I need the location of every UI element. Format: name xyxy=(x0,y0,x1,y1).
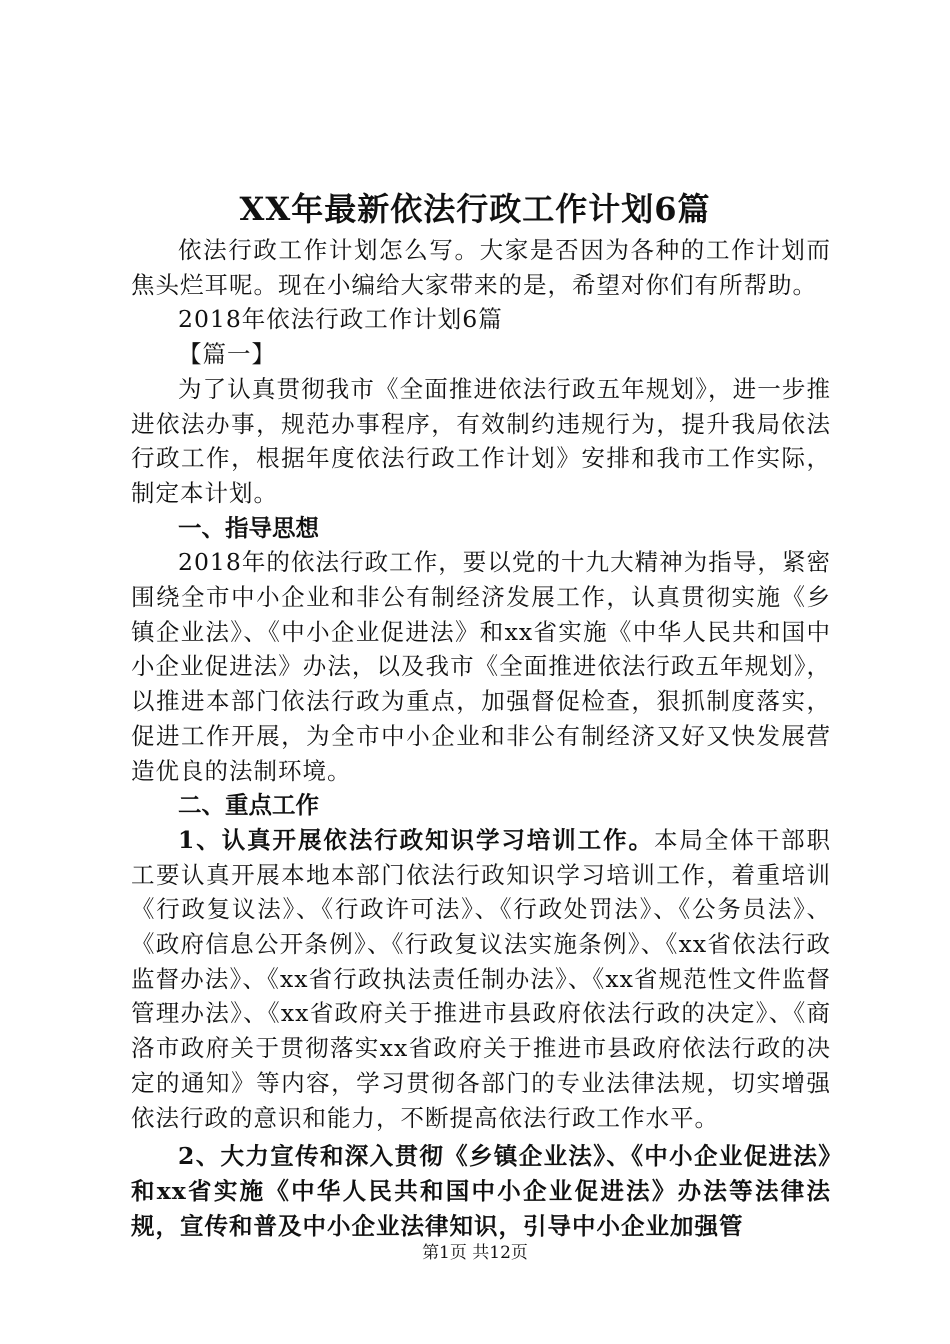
document-body xyxy=(131,233,831,1243)
intro-paragraph: 依法行政工作计划怎么写。大家是否因为各种的工作计划而焦头烂耳呢。现在小编给大家带来的是，希望对你们有所帮助。 xyxy=(131,236,831,299)
list-item-2: 2、大力宣传和深入贯彻《乡镇企业法》、《中小企业促进法》和xx省实施《中华人民共和国中小企业促进法》办法等法律法规，宣传和普及中小企业法律知识，引导中小企业加强管 xyxy=(131,1142,831,1240)
document-subtitle: 2018年依法行政工作计划6篇 xyxy=(178,305,503,334)
heading-key-work: 二、重点工作 xyxy=(178,791,319,820)
list-item-1 xyxy=(131,823,831,1135)
list-item-1-lead: 1、认真开展依法行政知识学习培训工作。 xyxy=(178,825,654,854)
page-footer: 第1页 共12页 xyxy=(422,1243,528,1263)
list-item-1-body: 本局全体干部职工要认真开展本地本部门依法行政知识学习培训工作，着重培训《行政复议法》、《行政许可法》、《行政处罚法》、《公务员法》、《政府信息公开条例》、《行政复议法实施条例》、《xx省依法行政监督办法》、《xx省行政执法责任制办法》、《xx省规范性文件监督管理办法》、《xx省政府关于推进市县政府依法行政的决定》、《商洛市政府关于贯彻落实xx省政府关于推进市县政府依法行政的决定的通知》等内容，学习贯彻各部门的专业法律法规，切实增强依法行政的意识和能力，不断提高依法行政工作水平。 xyxy=(131,825,831,1132)
paragraph-purpose: 为了认真贯彻我市《全面推进依法行政五年规划》，进一步推进依法办事，规范办事程序，有效制约违规行为，提升我局依法行政工作，根据年度依法行政工作计划》安排和我市工作实际，制定本计划。 xyxy=(131,374,831,507)
document-title: XX年最新依法行政工作计划6篇 xyxy=(239,190,711,228)
heading-guiding-ideology: 一、指导思想 xyxy=(178,513,319,542)
section-marker: 【篇一】 xyxy=(178,340,276,369)
paragraph-guiding-ideology: 2018年的依法行政工作，要以党的十九大精神为指导，紧密围绕全市中小企业和非公有制经济发展工作，认真贯彻实施《乡镇企业法》、《中小企业促进法》和xx省实施《中华人民共和国中小企业促进法》办法，以及我市《全面推进依法行政五年规划》，以推进本部门依法行政为重点，加强督促检查，狠抓制度落实，促进工作开展，为全市中小企业和非公有制经济又好又快发展营造优良的法制环境。 xyxy=(131,548,831,785)
